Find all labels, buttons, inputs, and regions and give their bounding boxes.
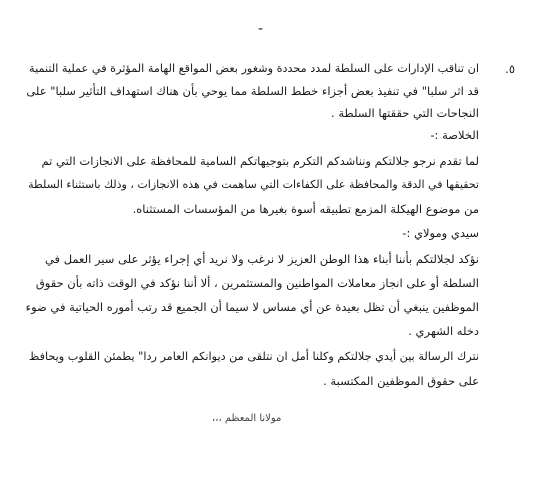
closing-salutation: مولانا المعظم ،،، xyxy=(212,413,282,424)
paragraph1-line2: قد اثر سلبا" في تنفيذ بعض أجزاء خطط السلطة مما يوحي بأن هناك استهداف التأثير سلبا" على xyxy=(26,84,479,98)
top-mark: - xyxy=(258,21,264,37)
paragraph3-line3: الموظفين ينبغي أن تظل بعيدة عن أي مساس لا سيما أن الجميع قد رتب أموره الحياتية في ضوء xyxy=(25,300,479,314)
paragraph3-line1: نؤكد لجلالتكم بأننا أبناء هذا الوطن العزيز لا نرغب ولا نريد أي إجراء يؤثر على سير العمل في xyxy=(44,252,479,266)
conclusion-heading: الخلاصة :- xyxy=(430,128,479,142)
paragraph4-line1: نترك الرسالة بين أيدي جلالتكم وكلنا أمل ان نتلقى من ديوانكم العامر ردا" يطمئن القلوب ويحافظ xyxy=(28,350,479,363)
paragraph2-line1: لما تقدم نرجو جلالتكم ونناشدكم التكرم بتوجيهاتكم السامية للمحافظة على الانجازات التي تم xyxy=(41,154,479,168)
paragraph1-line3: النجاحات التي حققتها السلطة . xyxy=(331,106,479,120)
item-number: .٥ xyxy=(505,62,515,76)
address-line: سيدي ومولاي :- xyxy=(402,226,479,240)
paragraph3-line4: دخله الشهري . xyxy=(408,324,479,338)
paragraph4-line2: على حقوق الموظفين المكتسبة . xyxy=(323,374,479,388)
paragraph3-line2: السلطة أو على انجاز معاملات المواطنين والمستثمرين ، ألا أننا نؤكد في الوقت ذاته بأن حقوق xyxy=(35,276,479,290)
paragraph2-line3: من موضوع الهيكلة المزمع تطبيقه أسوة بغيرها من المؤسسات المستثناه. xyxy=(132,202,479,216)
paragraph1-line1: ان تناقب الإدارات على السلطة لمدد محددة وشغور بعض المواقع الهامة المؤثرة في عملية التنمية xyxy=(29,62,479,75)
paragraph2-line2: تحقيقها في الدقة والمحافظة على الكفاءات التي ساهمت في هذه الانجازات ، وذلك باستثناء السلطة xyxy=(28,178,479,191)
